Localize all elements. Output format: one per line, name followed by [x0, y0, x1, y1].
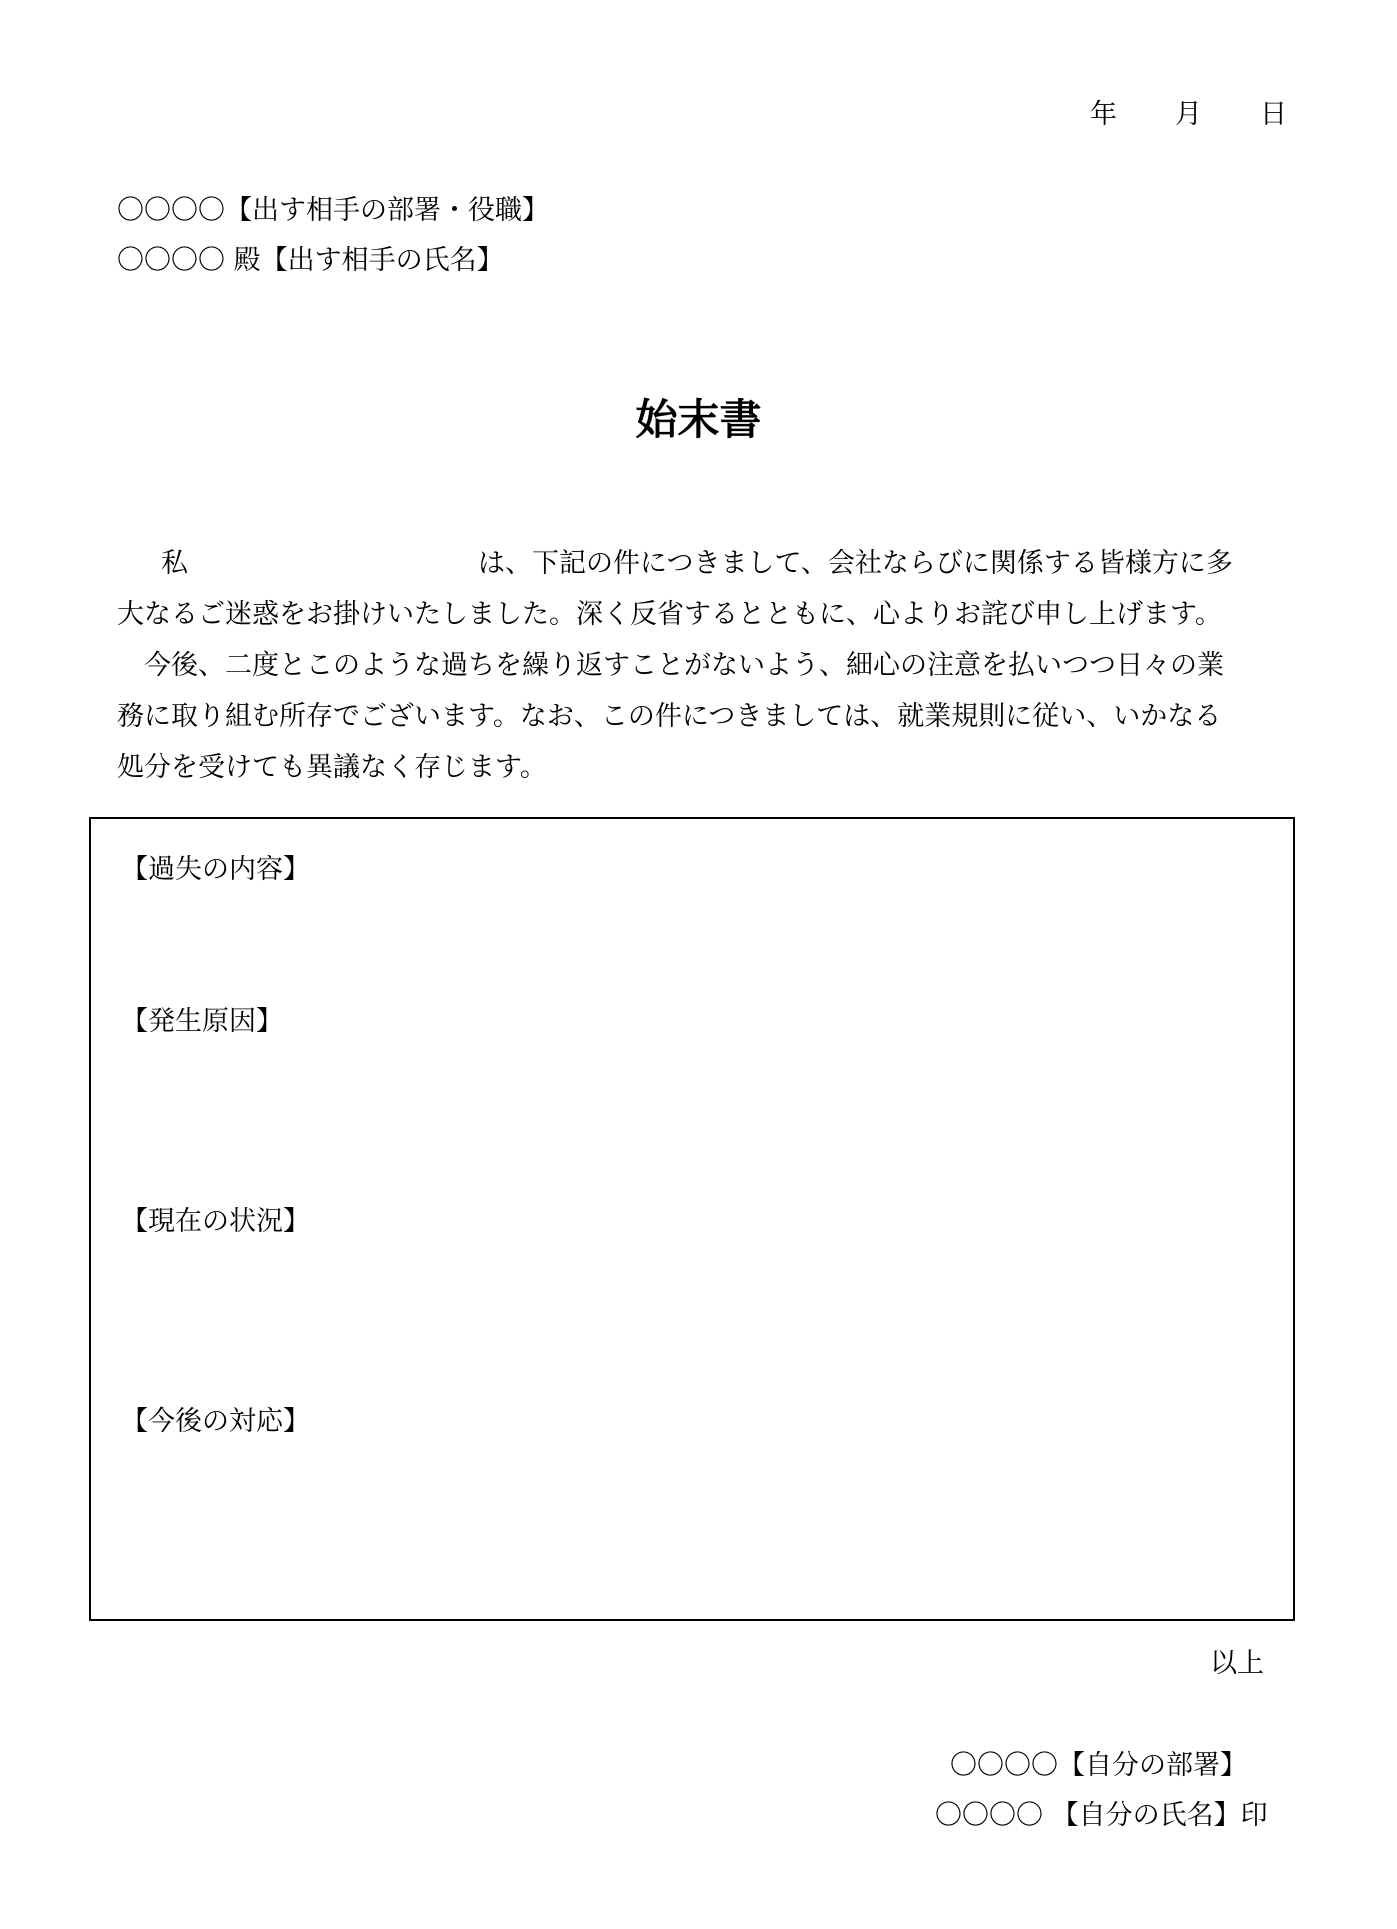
document-title: 始末書: [635, 395, 762, 444]
sender-name: 〇〇〇〇 【自分の氏名】印: [935, 1800, 1268, 1831]
body-line-1-rest: は、下記の件につきまして、会社ならびに関係する皆様方に多: [478, 548, 1233, 579]
date-month-label: 月: [1175, 99, 1202, 130]
date-year-label: 年: [1090, 99, 1117, 130]
recipient-department: 〇〇〇〇【出す相手の部署・役職】: [117, 195, 549, 226]
date-day-label: 日: [1260, 99, 1287, 130]
section-current-label: 【現在の状況】: [121, 1206, 310, 1237]
sender-department: 〇〇〇〇【自分の部署】: [950, 1750, 1247, 1781]
date-line: [1090, 92, 1287, 131]
section-mistake-label: 【過失の内容】: [121, 854, 310, 885]
body-line-5: 処分を受けても異議なく存じます。: [117, 752, 547, 783]
recipient-name: 〇〇〇〇 殿【出す相手の氏名】: [117, 245, 504, 276]
body-line-4: 務に取り組む所存でございます。なお、この件につきましては、就業規則に従い、いかなる: [117, 701, 1222, 732]
details-box: [89, 817, 1295, 1621]
body-line-1: [117, 538, 1307, 589]
body-line-3: [117, 640, 1307, 691]
section-future-label: 【今後の対応】: [121, 1406, 310, 1437]
closing-text: 以上: [1210, 1648, 1264, 1679]
body-line-2: 大なるご迷惑をお掛けいたしました。深く反省するとともに、心よりお詫び申し上げます。: [117, 599, 1222, 630]
body-line-3-text: 今後、二度とこのような過ちを繰り返すことがないよう、細心の注意を払いつつ日々の業: [144, 650, 1224, 681]
section-cause-label: 【発生原因】: [121, 1006, 283, 1037]
document-body: [117, 538, 1307, 793]
body-line-1-start: 私: [161, 548, 188, 579]
